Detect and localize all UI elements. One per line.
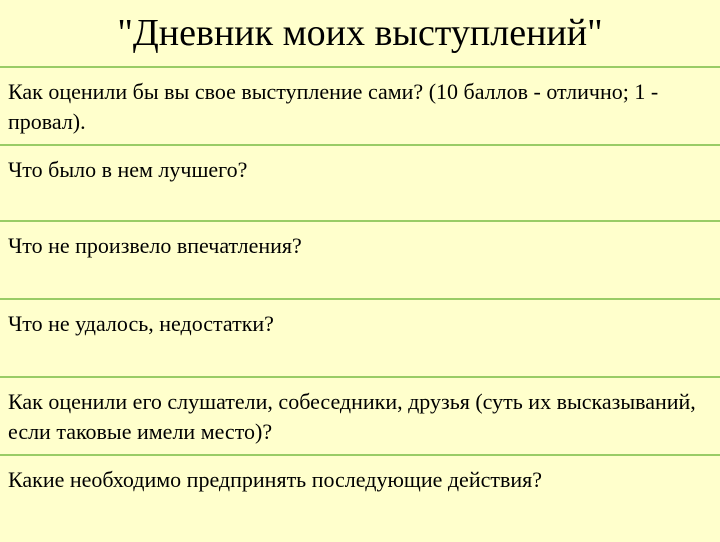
table-row <box>0 300 720 378</box>
row-question: Что не произвело впечатления? <box>8 233 302 258</box>
row-question: Как оценили его слушатели, собеседники, друзья (суть их высказываний, если таковые имели место)? <box>8 389 696 444</box>
table-row <box>0 378 720 456</box>
table-row <box>0 456 720 542</box>
slide-title: "Дневник моих выступлений" <box>117 12 603 54</box>
row-question: Какие необходимо предпринять последующие действия? <box>8 467 543 492</box>
table-row <box>0 68 720 146</box>
table-row <box>0 222 720 300</box>
row-question: Что не удалось, недостатки? <box>8 311 274 336</box>
diary-table <box>0 66 720 540</box>
table-row <box>0 146 720 222</box>
row-question: Как оценили бы вы свое выступление сами? (10 баллов - отлично; 1 - провал). <box>8 79 659 134</box>
row-question: Что было в нем лучшего? <box>8 157 248 182</box>
